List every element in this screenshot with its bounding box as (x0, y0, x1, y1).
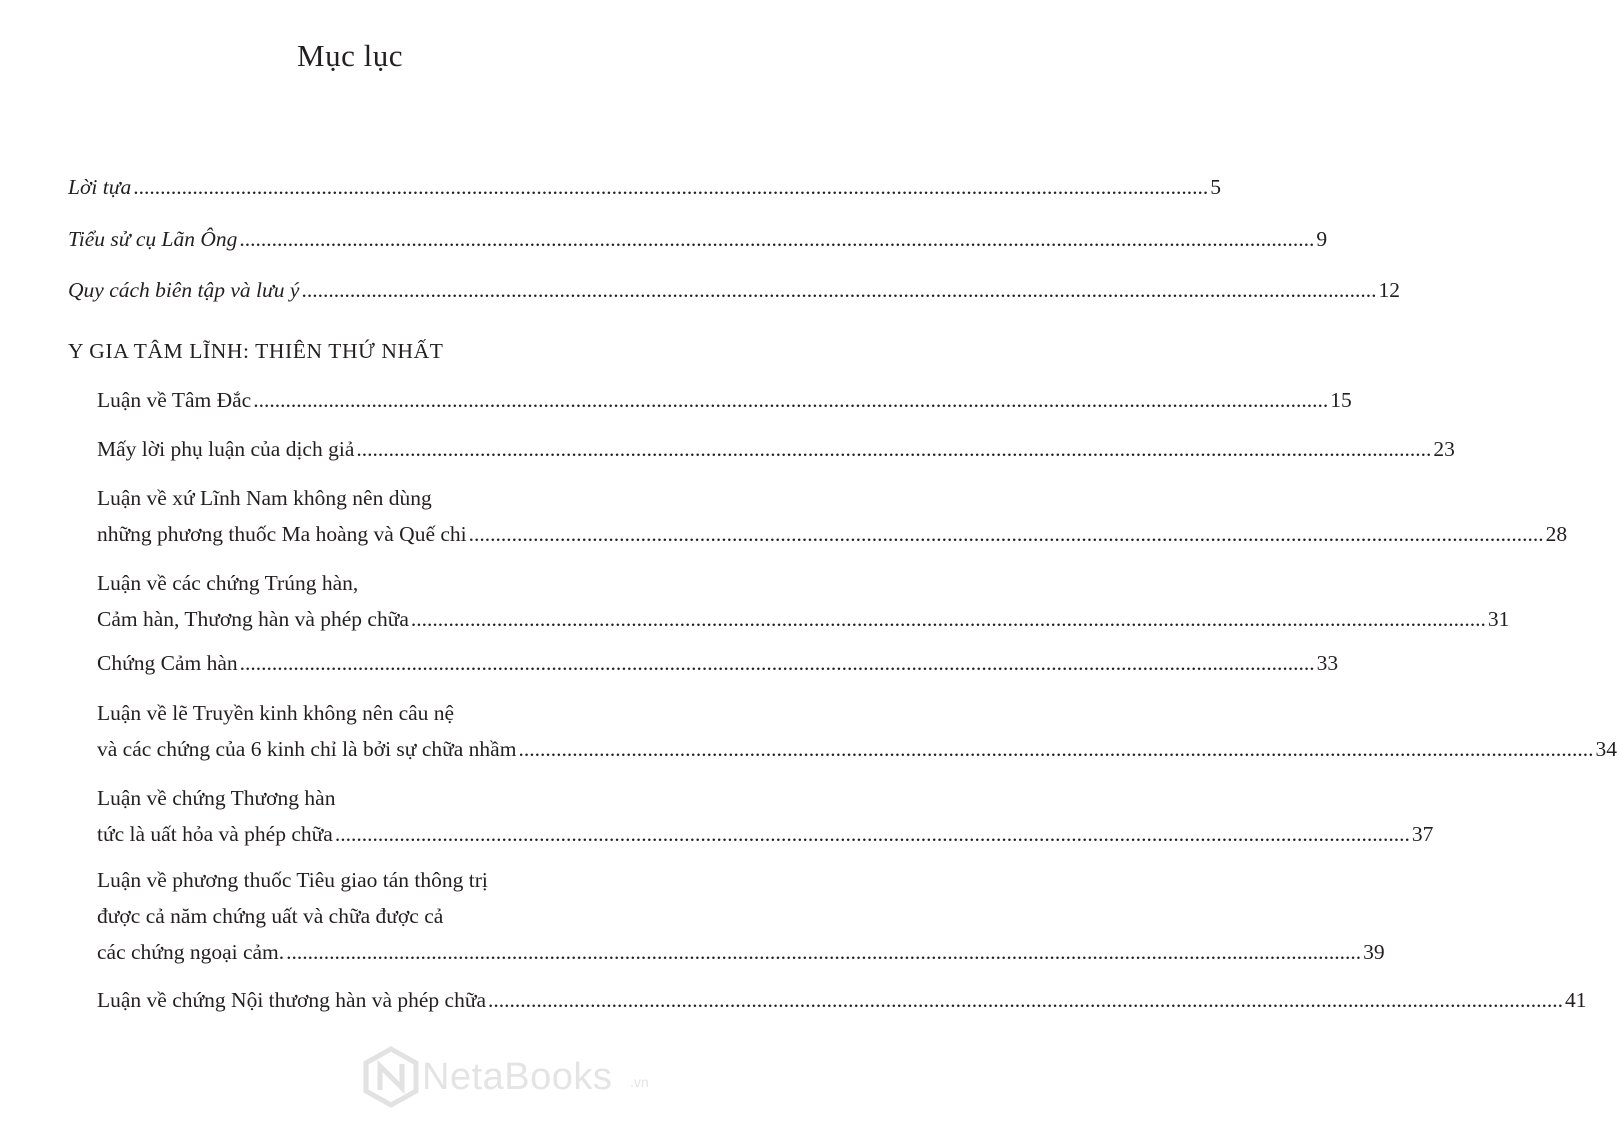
page-number: 34 (1595, 737, 1617, 761)
page-number: 12 (1378, 278, 1400, 302)
toc-entry[interactable] (97, 982, 1587, 1018)
toc-entry-title: Mấy lời phụ luận của dịch giả (97, 437, 355, 461)
dot-leader: ........................................................................................................................................................................................................ (518, 737, 1594, 761)
toc-entry-title: Chứng Cảm hàn (97, 651, 238, 675)
toc-entry[interactable] (97, 431, 1455, 467)
page-number: 39 (1363, 940, 1385, 964)
toc-entry-line: Luận về lẽ Truyền kinh không nên câu nệ (97, 701, 455, 725)
toc-entry[interactable] (97, 695, 1617, 767)
dot-leader: ........................................................................................................................................................................................................ (410, 607, 1486, 631)
page-title: Mục lục (297, 38, 403, 73)
page-number: 23 (1433, 437, 1455, 461)
page-number: 5 (1210, 175, 1221, 199)
toc-entry[interactable] (97, 565, 1510, 637)
watermark-brand: NetaBooks (422, 1056, 613, 1098)
toc-entry-title: Quy cách biên tập và lưu ý (68, 278, 300, 302)
n-cube-logo-icon (362, 1046, 420, 1108)
section-heading: Y GIA TÂM LĨNH: THIÊN THỨ NHẤT (68, 339, 444, 363)
page-number: 28 (1545, 522, 1568, 546)
toc-entry-line: được cả năm chứng uất và chữa được cả (97, 904, 444, 928)
dot-leader: ........................................................................................................................................................................................................ (468, 522, 1544, 546)
page-number: 37 (1411, 822, 1434, 846)
toc-entry-title: Tiểu sử cụ Lãn Ông (68, 227, 238, 251)
toc-entry[interactable] (97, 780, 1434, 852)
watermark (362, 1046, 662, 1108)
toc-entry-title: Luận về Tâm Đắc (97, 388, 252, 412)
page-number: 15 (1330, 388, 1352, 412)
watermark-suffix: .vn (630, 1074, 649, 1090)
page-number: 9 (1316, 227, 1328, 251)
toc-entry-title: Cảm hàn, Thương hàn và phép chữa (97, 607, 409, 631)
toc-entry[interactable] (68, 272, 1400, 308)
dot-leader: ........................................................................................................................................................................................................ (488, 988, 1564, 1012)
page-number: 31 (1487, 607, 1510, 631)
dot-leader: ........................................................................................................................................................................................................ (356, 437, 1432, 461)
toc-entry[interactable] (97, 382, 1352, 418)
toc-entry[interactable] (97, 645, 1339, 681)
toc-entry[interactable] (68, 169, 1221, 205)
dot-leader: ........................................................................................................................................................................................................ (301, 278, 1377, 302)
dot-leader: ........................................................................................................................................................................................................ (239, 651, 1315, 675)
dot-leader: ........................................................................................................................................................................................................ (334, 822, 1410, 846)
dot-leader: ........................................................................................................................................................................................................ (253, 388, 1329, 412)
toc-entry-line: Luận về phương thuốc Tiêu giao tán thông trị (97, 868, 488, 892)
toc-entry[interactable] (97, 480, 1568, 552)
toc-entry-title: và các chứng của 6 kinh chỉ là bởi sự chữa nhầm (97, 737, 517, 761)
dot-leader: ........................................................................................................................................................................................................ (133, 175, 1209, 199)
toc-entry-title: các chứng ngoại cảm. (97, 940, 285, 964)
toc-entry-line: Luận về xứ Lĩnh Nam không nên dùng (97, 486, 432, 510)
dot-leader: ........................................................................................................................................................................................................ (286, 940, 1362, 964)
dot-leader: ........................................................................................................................................................................................................ (239, 227, 1315, 251)
toc-entry-title: những phương thuốc Ma hoàng và Quế chi (97, 522, 467, 546)
toc-entry-line: Luận về chứng Thương hàn (97, 786, 336, 810)
toc-entry-title: Luận về chứng Nội thương hàn và phép chữa (97, 988, 487, 1012)
toc-entry-title: Lời tựa (68, 175, 132, 199)
toc-entry[interactable] (97, 862, 1385, 970)
toc-entry-title: tức là uất hỏa và phép chữa (97, 822, 333, 846)
page-number: 33 (1316, 651, 1339, 675)
toc-entry[interactable] (68, 221, 1328, 257)
page-number: 41 (1565, 988, 1587, 1012)
toc-entry-line: Luận về các chứng Trúng hàn, (97, 571, 359, 595)
